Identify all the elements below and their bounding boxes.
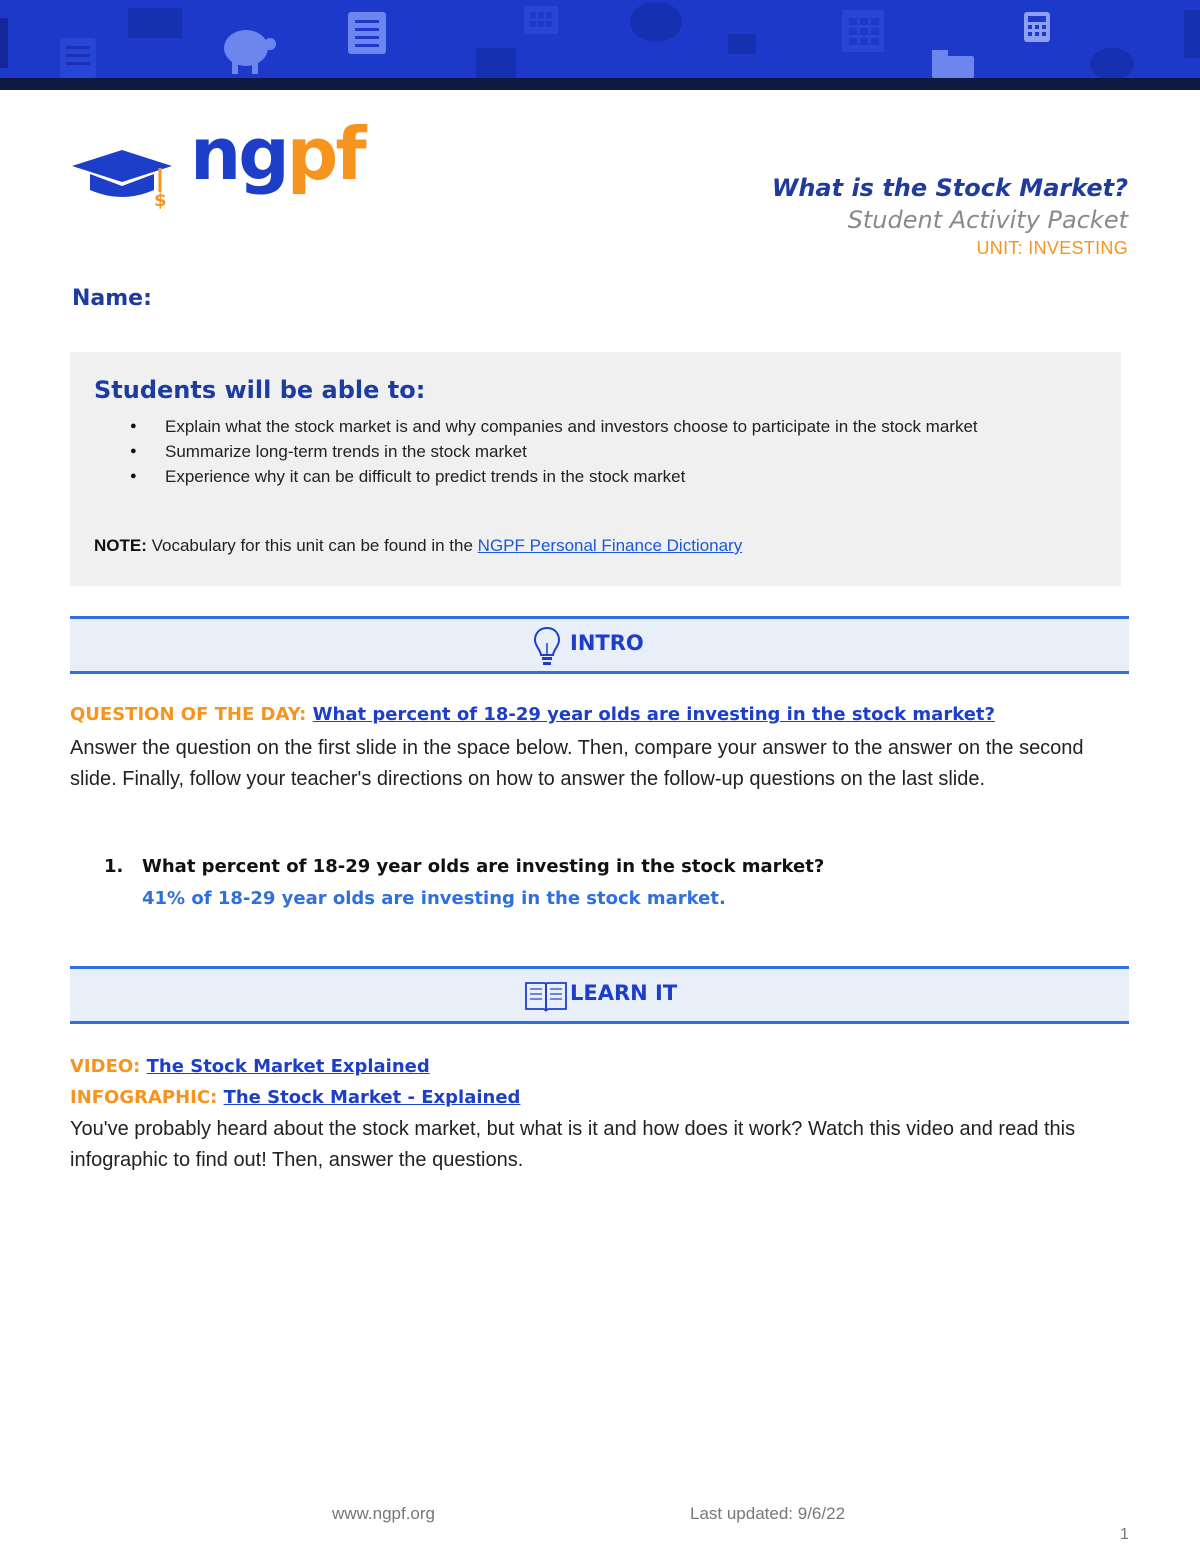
calculator-icon — [524, 6, 558, 34]
logo-wordmark: ngpf — [190, 112, 364, 196]
note-label: NOTE: — [94, 536, 147, 555]
unit-label: UNIT: INVESTING — [976, 238, 1128, 258]
folder-icon — [932, 50, 974, 78]
qotd-label: QUESTION OF THE DAY: — [70, 704, 307, 725]
intro-label: INTRO — [570, 631, 644, 655]
graduation-cap-icon — [72, 144, 184, 210]
question-text: What percent of 18-29 year olds are investing in the stock market? — [142, 856, 825, 877]
piggy-bank-icon — [224, 30, 276, 74]
vocabulary-note — [94, 536, 742, 556]
infographic-link[interactable]: The Stock Market - Explained — [223, 1087, 521, 1108]
answer-1: 41% of 18-29 year olds are investing in the stock market. — [142, 888, 726, 909]
learn-it-label: LEARN IT — [570, 981, 678, 1005]
document-subtitle: Student Activity Packet — [847, 206, 1128, 234]
objectives-heading: Students will be able to: — [94, 376, 426, 404]
learn-it-section-header — [70, 966, 1129, 1024]
page-number: 1 — [1120, 1526, 1129, 1543]
open-book-icon — [524, 979, 568, 1013]
banner-pattern — [0, 0, 1200, 78]
document-title: What is the Stock Market? — [771, 174, 1128, 202]
header-banner — [0, 0, 1200, 78]
learning-objectives-box — [70, 352, 1121, 586]
qotd-link[interactable]: What percent of 18-29 year olds are investing in the stock market? — [312, 704, 995, 725]
document-icon — [348, 12, 386, 54]
objectives-list — [130, 414, 1090, 489]
question-1 — [104, 856, 824, 877]
video-link[interactable]: The Stock Market Explained — [146, 1056, 430, 1077]
list-item: ● Experience why it can be difficult to predict trends in the stock market — [130, 464, 1090, 489]
question-of-the-day — [70, 704, 995, 725]
intro-instructions: Answer the question on the first slide in the space below. Then, compare your answer to the answer on the second slide. Finally, follow your teacher's directions on how to answer the follow-up questions on the last slide. — [70, 737, 1084, 790]
learn-description: You've probably heard about the stock market, but what is it and how does it work? Watch this video and read this infographic to find out! Then, answer the questions. — [70, 1118, 1076, 1171]
document-title-block — [772, 174, 1128, 259]
infographic-resource — [70, 1087, 520, 1108]
lightbulb-icon — [532, 625, 562, 669]
svg-text:$: $ — [154, 190, 167, 210]
ngpf-logo[interactable] — [72, 112, 364, 218]
footer-last-updated: Last updated: 9/6/22 — [690, 1504, 846, 1523]
video-label: VIDEO: — [70, 1056, 141, 1077]
infographic-label: INFOGRAPHIC: — [70, 1087, 218, 1108]
note-text: Vocabulary for this unit can be found in the — [146, 536, 478, 555]
list-item: ● Summarize long-term trends in the stock market — [130, 439, 1090, 464]
footer-url[interactable]: www.ngpf.org — [332, 1504, 435, 1523]
banner-strip — [0, 78, 1200, 90]
dictionary-link[interactable]: NGPF Personal Finance Dictionary — [477, 536, 743, 555]
question-number: 1. — [104, 856, 124, 877]
intro-section-header — [70, 616, 1129, 674]
list-item: ● Explain what the stock market is and why companies and investors choose to participate in the stock market — [130, 414, 1090, 439]
video-resource — [70, 1056, 430, 1077]
name-field-label: Name: — [72, 286, 152, 311]
